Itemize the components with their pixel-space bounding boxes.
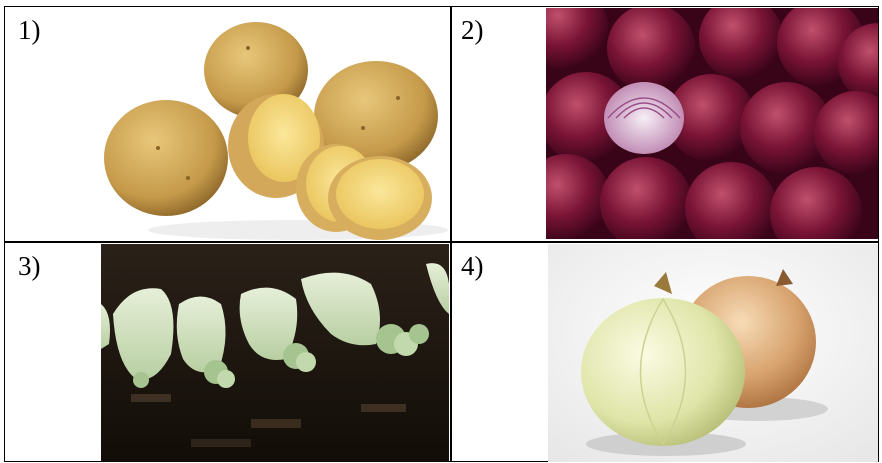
cell-2-label: 2) [461,15,484,45]
cell-4-label: 4) [461,251,484,281]
succulent-leaf-propagation-photo [101,244,449,462]
yellow-onions-photo [548,244,878,462]
cell-3-label: 3) [18,251,41,281]
grid-divider-horizontal [4,241,879,243]
grid-divider-vertical [450,6,452,462]
red-onions-photo [546,8,878,239]
cell-1-label: 1) [18,15,41,45]
potatoes-photo [98,8,450,240]
